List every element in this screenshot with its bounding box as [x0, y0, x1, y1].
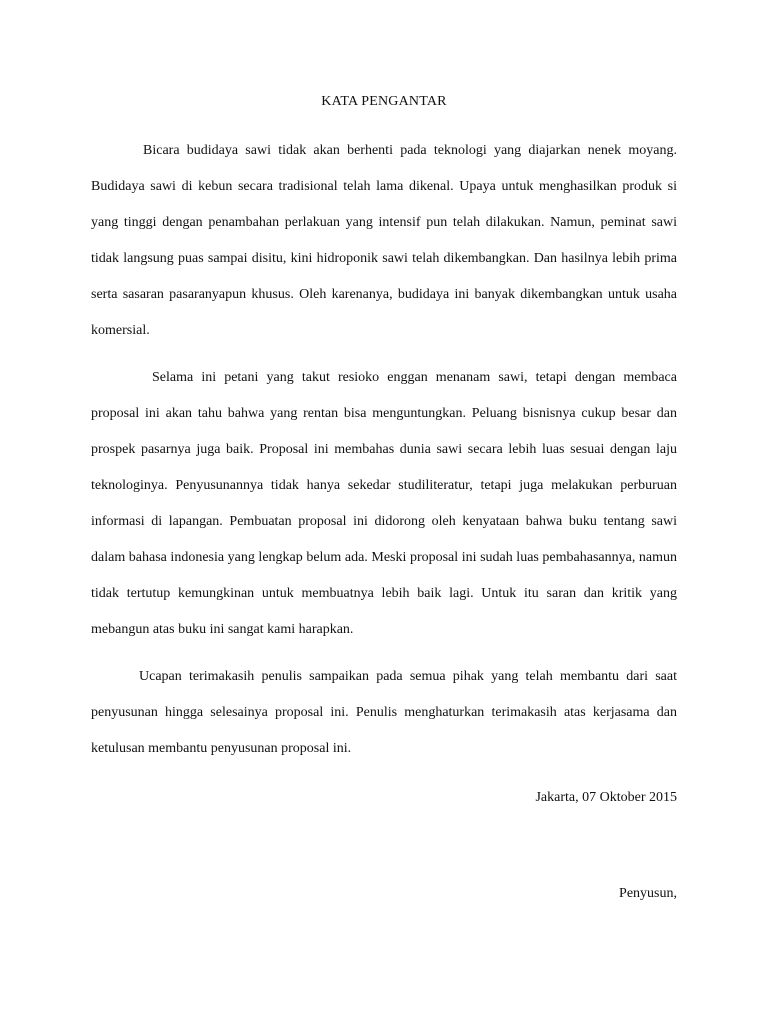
page-title: KATA PENGANTAR [321, 94, 447, 109]
paragraph-2: Selama ini petani yang takut resioko enggan menanam sawi, tetapi dengan membaca proposal ini akan tahu bahwa yang rentan bisa menguntungkan. Peluang bisnisnya cukup besar dan prospek pasarnya juga baik. Proposal ini membahas dunia sawi secara lebih luas sesuai dengan laju teknologinya. Penyusunannya tidak hanya sekedar studiliteratur, tetapi juga melakukan perburuan informasi di lapangan. Pembuatan proposal ini didorong oleh kenyataan bahwa buku tentang sawi dalam bahasa indonesia yang lengkap belum ada. Meski proposal ini sudah luas pembahasannya, namun tidak tertutup kemungkinan untuk membuatnya lebih baik lagi. Untuk itu saran dan kritik yang mebangun atas buku ini sangat kami harapkan. [91, 370, 677, 637]
paragraph-1: Bicara budidaya sawi tidak akan berhenti pada teknologi yang diajarkan nenek moyang. Budidaya sawi di kebun secara tradisional telah lama dikenal. Upaya untuk menghasilkan produk si yang tinggi dengan penambahan perlakuan yang intensif pun telah dilakukan. Namun, peminat sawi tidak langsung puas sampai disitu, kini hidroponik sawi telah dikembangkan. Dan hasilnya lebih prima serta sasaran pasaranyapun khusus. Oleh karenanya, budidaya ini banyak dikembangkan untuk usaha komersial. [91, 143, 677, 338]
paragraph-3: Ucapan terimakasih penulis sampaikan pada semua pihak yang telah membantu dari saat penyusunan hingga selesainya proposal ini. Penulis menghaturkan terimakasih atas kerjasama dan ketulusan membantu penyusunan proposal ini. [91, 669, 677, 756]
place-and-date: Jakarta, 07 Oktober 2015 [535, 790, 677, 805]
signer-label: Penyusun, [619, 886, 677, 901]
